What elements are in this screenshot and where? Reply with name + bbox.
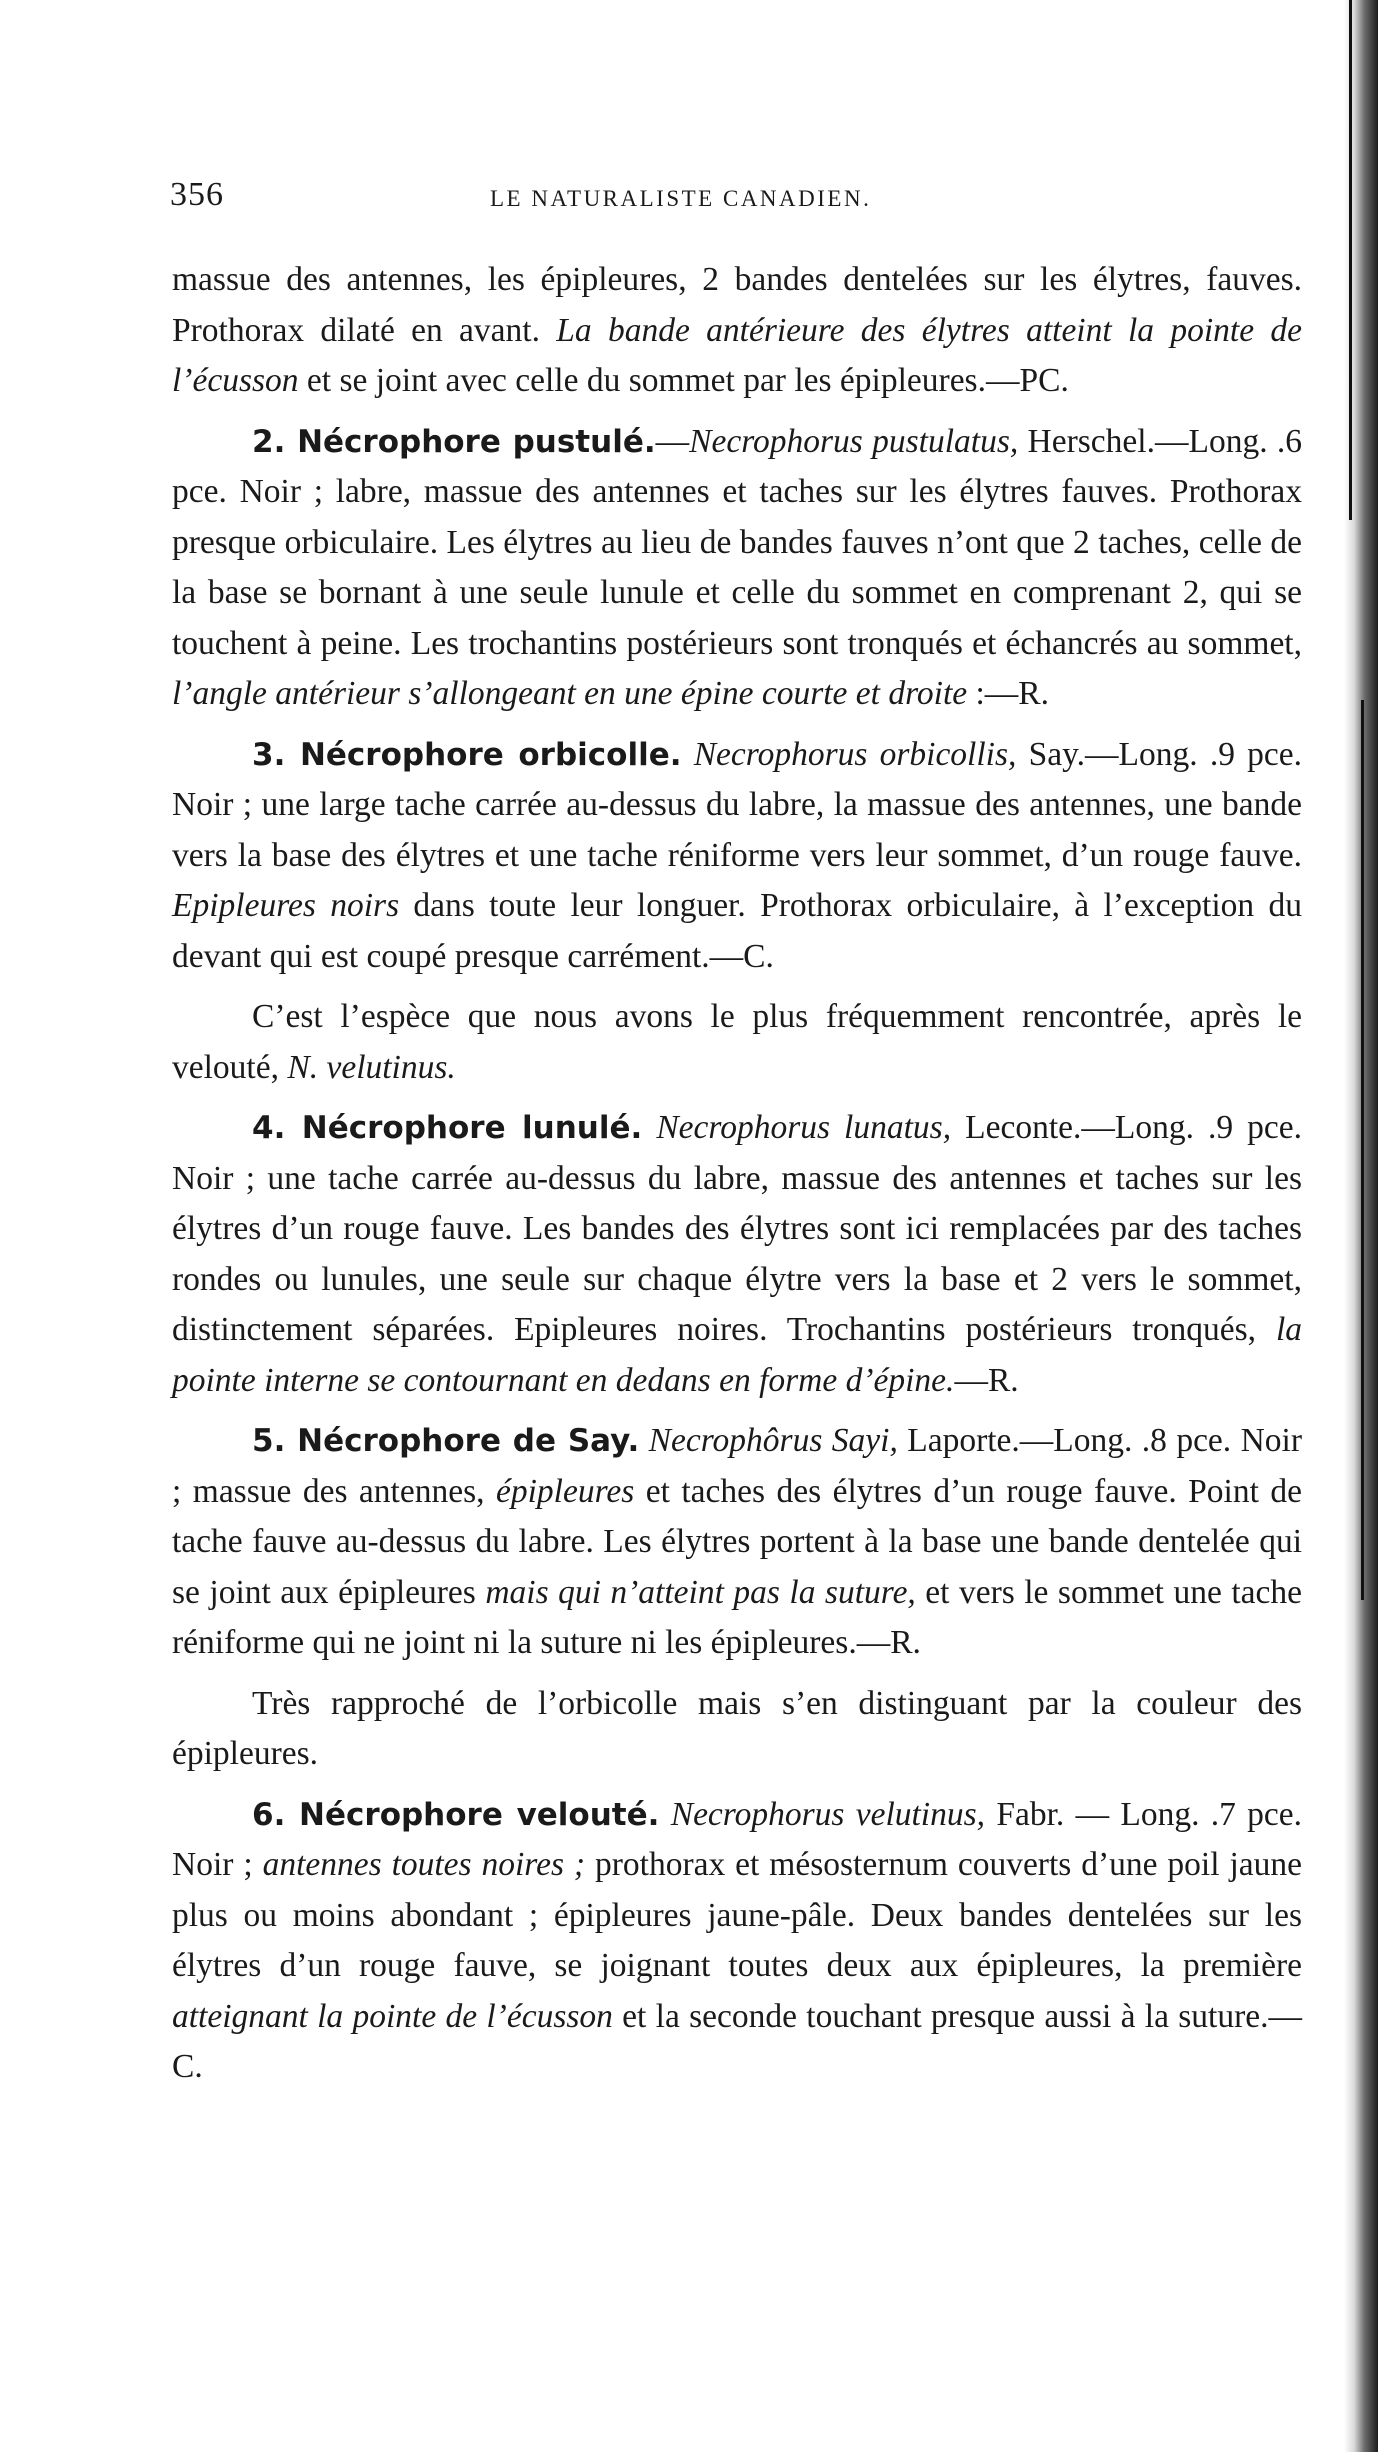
page-number: 356 — [170, 176, 224, 213]
text-run: et la seconde touchant presque aussi à la suture.—C. — [172, 1997, 1302, 2085]
species-entry-6 — [172, 1790, 1302, 2093]
entry-title: 4. Nécrophore lunulé. — [252, 1110, 643, 1146]
text-run: Fabr. — Long. .7 pce. Noir ; — [172, 1795, 1303, 1883]
scientific-name: Necrophorus pustulatus, — [689, 422, 1019, 460]
text-run: Leconte.—Long. .9 pce. Noir ; une tache carrée au-dessus du labre, massue des antennes et taches sur les élytres d’un rouge fauve. Les bandes des élytres sont ici remplacées par des taches rondes ou lunules, une seule sur chaque élytre vers la base et 2 vers le sommet, distinctement séparées. Epipleures noires. Trochantins postérieurs tronqués, — [172, 1109, 1303, 1348]
note-paragraph-3 — [172, 992, 1302, 1093]
entry-title: 3. Nécrophore orbicolle. — [252, 736, 682, 773]
text-run: dans toute leur longuer. Prothorax orbiculaire, à l’exception du devant qui est coupé presque carrément.—C. — [172, 887, 1303, 975]
scientific-name: Necrophorus orbicollis, — [693, 735, 1017, 773]
text-run: :—R. — [967, 675, 1050, 712]
entry-title: 6. Nécrophore velouté. — [252, 1796, 660, 1833]
species-entry-3 — [172, 730, 1302, 983]
italic-text: atteignant la pointe de l’écusson — [172, 1997, 613, 2035]
entry-title: 2. Nécrophore pustulé. — [252, 423, 656, 460]
text-run: et vers le sommet une tache réniforme qui ne joint ni la suture ni les épipleures.—R. — [172, 1573, 1302, 1661]
page-edge-mark — [1361, 700, 1364, 1600]
text-run: Laporte.—Long. .8 pce. Noir ; massue des antennes, — [172, 1422, 1302, 1510]
scientific-name: N. velutinus. — [287, 1048, 456, 1086]
text-run: — — [655, 422, 690, 460]
italic-text: Epipleures noirs — [172, 887, 400, 924]
note-paragraph-5 — [172, 1679, 1302, 1780]
scientific-name: Necrophorus lunatus, — [656, 1109, 952, 1146]
text-run: Herschel.—Long. .6 pce. Noir ; labre, massue des antennes et taches sur les élytres fauves. Prothorax presque orbiculaire. Les élytres au lieu de bandes fauves n’ont que 2 taches, celle de la base se bornant à une seule lunule et celle du sommet en comprenant 2, qui se touchent à peine. Les trochantins postérieurs sont tronqués et échancrés au sommet, — [172, 422, 1302, 662]
italic-text: épipleures — [495, 1472, 635, 1510]
running-title: LE NATURALISTE CANADIEN. — [490, 186, 872, 211]
text-run: Say.—Long. .9 pce. Noir ; une large tache carrée au-dessus du labre, la massue des antennes, une bande vers la base des élytres et une tache réniforme vers leur sommet, d’un rouge fauve. — [172, 735, 1303, 874]
text-run: massue des antennes, les épipleures, 2 bandes dentelées sur les élytres, fauves. Prothorax dilaté en avant. — [172, 261, 1302, 349]
continuation-paragraph — [172, 255, 1302, 407]
text-run: C’est l’espèce que nous avons le plus fréquemment rencontrée, après le velouté, — [172, 998, 1302, 1086]
scientific-name: Necrophôrus Sayi, — [648, 1422, 898, 1459]
text-run: Très rapproché de l’orbicolle mais s’en distinguant par la couleur des épipleures. — [172, 1684, 1302, 1772]
species-entry-4 — [172, 1103, 1302, 1406]
page-edge-mark — [1349, 0, 1352, 520]
italic-text: l’angle antérieur s’allongeant en une épine courte et droite — [172, 675, 968, 712]
text-run: —R. — [954, 1361, 1019, 1399]
page-header — [170, 176, 1310, 226]
body-text — [172, 255, 1302, 2093]
species-entry-5 — [172, 1416, 1302, 1669]
italic-text: mais qui n’atteint pas la suture, — [485, 1573, 916, 1611]
text-run: prothorax et mésosternum couverts d’une poil jaune plus ou moins abondant ; épipleures jaune-pâle. Deux bandes dentelées sur les élytres d’un rouge fauve, se joignant toutes deux aux épipleures, la première — [172, 1846, 1303, 1984]
italic-text: la pointe interne se contournant en dedans en forme d’épine. — [172, 1311, 1302, 1399]
scientific-name: Necrophorus velutinus, — [670, 1795, 986, 1833]
italic-text: La bande antérieure des élytres atteint la pointe de l’écusson — [172, 311, 1302, 399]
text-run: et se joint avec celle du sommet par les épipleures.—PC. — [298, 362, 1069, 399]
text-run: et taches des élytres d’un rouge fauve. Point de tache fauve au-dessus du labre. Les élytres portent à la base une bande dentelée qui se joint aux épipleures — [172, 1472, 1302, 1611]
italic-text: antennes toutes noires ; — [262, 1846, 586, 1883]
entry-title: 5. Nécrophore de Say. — [252, 1423, 640, 1459]
species-entry-2 — [172, 417, 1302, 720]
